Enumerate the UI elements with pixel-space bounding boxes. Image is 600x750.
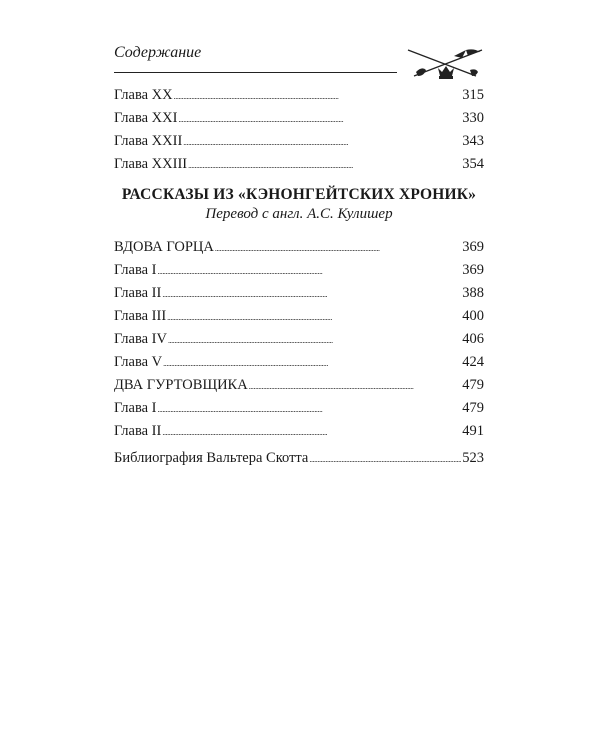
toc-entry-label: Глава V (114, 354, 163, 370)
running-header (114, 44, 484, 80)
toc-entry-label: Библиография Вальтера Скотта (114, 450, 309, 466)
toc-entry-page: 369 (462, 239, 484, 255)
toc-dot-leader (158, 397, 462, 421)
toc-dot-leader (178, 107, 461, 131)
toc-dot-leader (174, 84, 462, 108)
toc-entry-label: ДВА ГУРТОВЩИКА (114, 377, 248, 393)
toc-entry[interactable] (114, 305, 484, 328)
toc-entry-page: 343 (462, 133, 484, 149)
toc-dot-leader (188, 153, 461, 177)
toc-entry[interactable] (114, 328, 484, 351)
toc-entry[interactable] (114, 236, 484, 259)
toc-entry-label: Глава XXIII (114, 156, 188, 172)
section-title: РАССКАЗЫ ИЗ «КЭНОНГЕЙТСКИХ ХРОНИК» (121, 186, 477, 203)
toc-entry-page: 406 (462, 331, 484, 347)
toc-dot-leader (162, 282, 461, 306)
toc-dot-leader (309, 447, 461, 471)
toc-entry-page: 315 (462, 87, 484, 103)
toc-entry-label: Глава II (114, 423, 162, 439)
toc-entry-label: Глава XX (114, 87, 173, 103)
toc-dot-leader (167, 305, 461, 329)
toc-entry-label: Глава IV (114, 331, 167, 347)
section-heading (114, 186, 484, 223)
toc-entry-page: 479 (462, 377, 484, 393)
toc-entry[interactable] (114, 351, 484, 374)
toc-entry[interactable] (114, 153, 484, 176)
toc-dot-leader (158, 259, 462, 283)
toc-entry-label: Глава II (114, 285, 162, 301)
toc-entry-bibliography[interactable] (114, 447, 484, 470)
section-subtitle: Перевод с англ. А.С. Кулишер (205, 206, 393, 222)
toc-entry-page: 354 (462, 156, 484, 172)
toc-entry-label: ВДОВА ГОРЦА (114, 239, 214, 255)
toc-entry-page: 369 (462, 262, 484, 278)
toc-entry[interactable] (114, 282, 484, 305)
toc-bottom-list (114, 236, 484, 443)
toc-entry[interactable] (114, 397, 484, 420)
toc-dot-leader (249, 374, 462, 398)
toc-entry-page: 388 (462, 285, 484, 301)
toc-entry[interactable] (114, 420, 484, 443)
toc-entry-page: 400 (462, 308, 484, 324)
toc-entry-page: 424 (462, 354, 484, 370)
toc-top-list (114, 84, 484, 176)
toc-entry[interactable] (114, 374, 484, 397)
header-rule (114, 72, 397, 73)
crossed-swords-emblem-icon (404, 46, 486, 82)
toc-entry[interactable] (114, 107, 484, 130)
toc-entry-label: Глава XXII (114, 133, 183, 149)
toc-entry-label: Глава III (114, 308, 167, 324)
toc-entry-label: Глава I (114, 400, 157, 416)
toc-entry-page: 491 (462, 423, 484, 439)
toc-entry[interactable] (114, 259, 484, 282)
toc-entry-page: 330 (462, 110, 484, 126)
toc-dot-leader (168, 328, 461, 352)
toc-entry-label: Глава XXI (114, 110, 178, 126)
toc-bibliography (114, 447, 484, 470)
toc-dot-leader (162, 420, 461, 444)
toc-entry[interactable] (114, 84, 484, 107)
toc-dot-leader (215, 236, 461, 260)
toc-entry[interactable] (114, 130, 484, 153)
running-header-title: Содержание (114, 44, 202, 61)
toc-entry-page: 479 (462, 400, 484, 416)
toc-entry-page: 523 (462, 450, 484, 466)
toc-entry-label: Глава I (114, 262, 157, 278)
toc-dot-leader (183, 130, 461, 154)
toc-dot-leader (163, 351, 461, 375)
